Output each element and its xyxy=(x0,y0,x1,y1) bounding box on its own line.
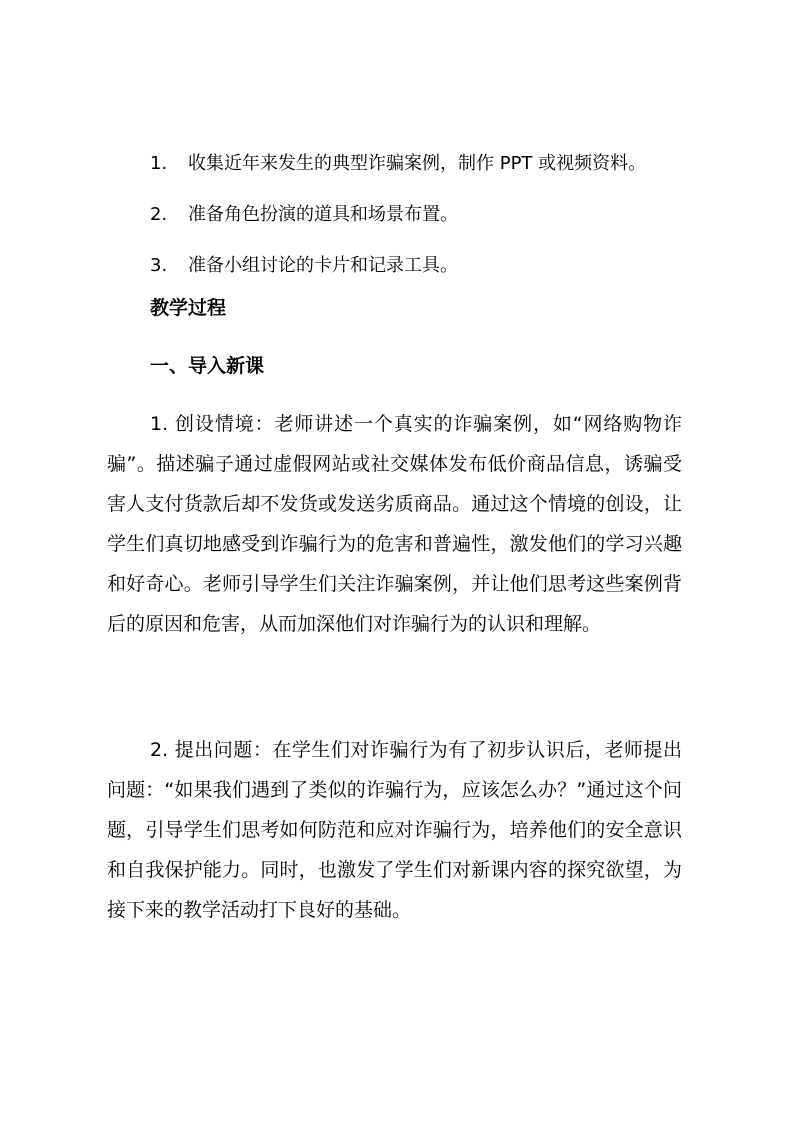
list-text: 准备角色扮演的道具和场景布置。 xyxy=(188,204,458,225)
paragraph-text: 1. 创设情境：老师讲述一个真实的诈骗案例，如“网络购物诈骗”。描述骗子通过虚假网站或社交媒体发布低价商品信息，诱骗受害人支付货款后却不发货或发送劣质商品。通过这个情境的创设，让学生们真切地感受到诈骗行为的危害和普遍性，激发他们的学习兴趣和好奇心。老师引导学生们关注诈骗案例，并让他们思考这些案例背后的原因和危害，从而加深他们对诈骗行为的认识和理解。 xyxy=(107,413,682,635)
subsection-heading: 一、导入新课 xyxy=(150,355,265,377)
paragraph-text: 2. 提出问题：在学生们对诈骗行为有了初步认识后，老师提出问题：“如果我们遇到了类似的诈骗行为，应该怎么办？”通过这个问题，引导学生们思考如何防范和应对诈骗行为，培养他们的安全意识和自我保护能力。同时，也激发了学生们对新课内容的探究欲望，为接下来的教学活动打下良好的基础。 xyxy=(107,739,682,921)
section-heading: 教学过程 xyxy=(150,297,227,319)
paragraph-2 xyxy=(107,730,682,930)
prep-list-item-1 xyxy=(150,151,750,177)
paragraph-1 xyxy=(107,404,682,644)
list-text: 收集近年来发生的典型诈骗案例，制作 PPT 或视频资料。 xyxy=(188,153,647,174)
list-text: 准备小组讨论的卡片和记录工具。 xyxy=(188,255,458,276)
list-number: 2. xyxy=(150,204,168,225)
list-number: 3. xyxy=(150,255,168,276)
list-number: 1. xyxy=(150,153,168,174)
prep-list-item-2 xyxy=(150,202,750,228)
prep-list-item-3 xyxy=(150,253,750,279)
